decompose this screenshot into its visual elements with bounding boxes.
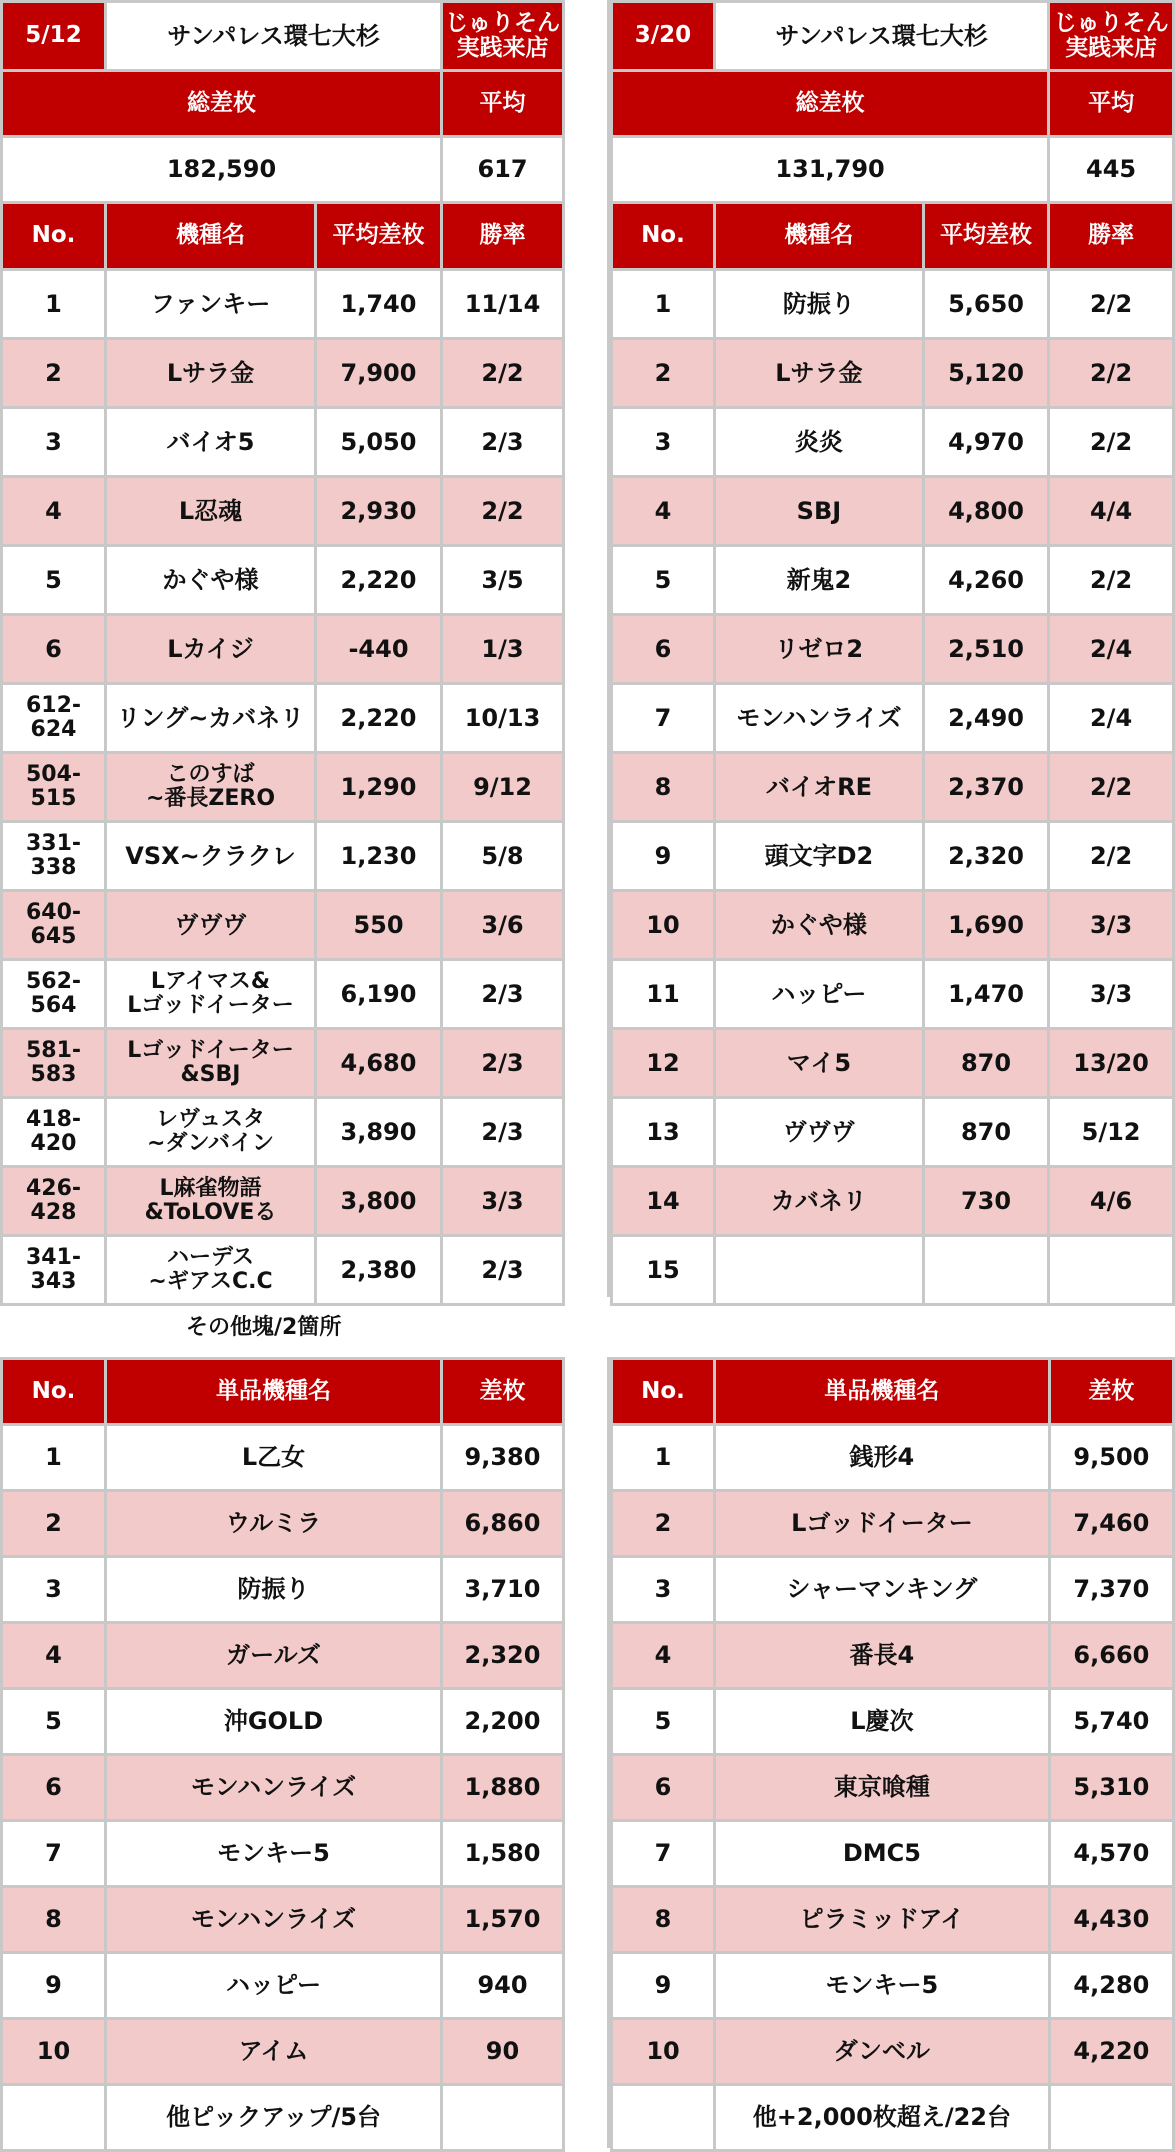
row-no: 8 [2, 1887, 106, 1953]
row-win-rate: 2/4 [1049, 615, 1174, 684]
table-row [2, 1953, 564, 2019]
right-machine-table [610, 0, 1175, 1306]
row-machine: かぐや様 [106, 546, 316, 615]
header-no: No. [2, 203, 106, 270]
row-machine: ピラミッドアイ [715, 1887, 1050, 1953]
row-machine: L乙女 [106, 1425, 442, 1491]
row-avg-diff: 870 [923, 1029, 1048, 1098]
row-no: 7 [2, 1821, 106, 1887]
event-line: 実践来店 [456, 35, 549, 61]
row-avg-diff: 2,380 [316, 1236, 442, 1305]
row-no: 14 [612, 1167, 715, 1236]
row-avg-diff: 7,900 [316, 339, 442, 408]
row-machine: 番長4 [715, 1623, 1050, 1689]
row-no: 418- 420 [2, 1098, 106, 1167]
table-row [612, 1887, 1174, 1953]
row-machine: アイム [106, 2019, 442, 2085]
row-win-rate: 13/20 [1049, 1029, 1174, 1098]
row-diff: 9,500 [1049, 1425, 1173, 1491]
table-row [612, 1167, 1174, 1236]
left-machine-table [0, 0, 565, 1306]
row-no: 1 [612, 1425, 715, 1491]
table-row [2, 1557, 564, 1623]
row-win-rate: 2/2 [1049, 822, 1174, 891]
table-row [612, 1491, 1174, 1557]
row-diff: 7,460 [1049, 1491, 1173, 1557]
row-machine: ハーデス ~ギアスC.C [106, 1236, 316, 1305]
row-diff: 4,570 [1049, 1821, 1173, 1887]
row-machine: 炎炎 [714, 408, 923, 477]
row-win-rate [1049, 1236, 1174, 1305]
table-row [2, 1098, 564, 1167]
row-diff: 1,570 [442, 1887, 564, 1953]
row-no: 8 [612, 1887, 715, 1953]
header-avg-diff: 平均差枚 [923, 203, 1048, 270]
row-no: 6 [2, 1755, 106, 1821]
row-avg-diff: 2,490 [923, 684, 1048, 753]
row-machine: 銭形4 [715, 1425, 1050, 1491]
row-diff: 1,880 [442, 1755, 564, 1821]
row-machine: 新鬼2 [714, 546, 923, 615]
row-no: 562- 564 [2, 960, 106, 1029]
row-no: 7 [612, 1821, 715, 1887]
row-no: 2 [612, 1491, 715, 1557]
row-machine: ガールズ [106, 1623, 442, 1689]
row-win-rate: 2/3 [442, 1236, 564, 1305]
row-no: 581- 583 [2, 1029, 106, 1098]
row-no: 8 [612, 753, 715, 822]
row-no: 331- 338 [2, 822, 106, 891]
left-single-machine-table [0, 1357, 565, 2152]
total-diff-label: 総差枚 [612, 71, 1049, 137]
row-machine: バイオ5 [106, 408, 316, 477]
footer-note: 他+2,000枚超え/22台 [715, 2085, 1050, 2151]
row-machine: リング~カバネリ [106, 684, 316, 753]
total-diff-value: 182,590 [2, 137, 442, 203]
row-machine: ヴヴヴ [106, 891, 316, 960]
row-machine [714, 1236, 923, 1305]
table-row [2, 1689, 564, 1755]
row-machine: SBJ [714, 477, 923, 546]
row-no: 10 [612, 2019, 715, 2085]
row-win-rate: 2/3 [442, 1029, 564, 1098]
row-no: 10 [612, 891, 715, 960]
row-no: 15 [612, 1236, 715, 1305]
row-no: 504- 515 [2, 753, 106, 822]
table-row [2, 339, 564, 408]
row-machine: 防振り [714, 270, 923, 339]
table-row [2, 1755, 564, 1821]
footer-blank [612, 2085, 715, 2151]
table-row [612, 546, 1174, 615]
row-avg-diff: 2,220 [316, 684, 442, 753]
row-machine: Lゴッドイーター [715, 1491, 1050, 1557]
row-avg-diff: 3,890 [316, 1098, 442, 1167]
row-machine: 沖GOLD [106, 1689, 442, 1755]
row-avg-diff: 550 [316, 891, 442, 960]
avg-label: 平均 [1049, 71, 1174, 137]
table-row [2, 1491, 564, 1557]
table-row [2, 1167, 564, 1236]
event-line: じゅりそん [445, 9, 560, 36]
header-no: No. [612, 1359, 715, 1425]
table-row [612, 2019, 1174, 2085]
table-row [2, 1236, 564, 1305]
row-avg-diff: 5,650 [923, 270, 1048, 339]
other-blocks-note: その他塊/2箇所 [186, 1315, 342, 1340]
header-win-rate: 勝率 [1049, 203, 1174, 270]
table-row [2, 960, 564, 1029]
table-row [2, 477, 564, 546]
row-machine: Lサラ金 [714, 339, 923, 408]
row-diff: 3,710 [442, 1557, 564, 1623]
row-diff: 6,860 [442, 1491, 564, 1557]
row-win-rate: 4/6 [1049, 1167, 1174, 1236]
table-row [612, 477, 1174, 546]
row-avg-diff: 1,740 [316, 270, 442, 339]
row-win-rate: 3/3 [1049, 960, 1174, 1029]
table-row [612, 1236, 1174, 1305]
header-no: No. [612, 203, 715, 270]
footer-blank [2, 2085, 106, 2151]
event-cell [442, 2, 564, 71]
row-diff: 4,430 [1049, 1887, 1173, 1953]
row-win-rate: 2/2 [1049, 339, 1174, 408]
row-avg-diff: 5,120 [923, 339, 1048, 408]
row-win-rate: 3/3 [442, 1167, 564, 1236]
table-row [612, 1953, 1174, 2019]
row-no: 9 [612, 822, 715, 891]
row-no: 2 [2, 1491, 106, 1557]
date-cell: 3/20 [612, 2, 715, 71]
row-no: 13 [612, 1098, 715, 1167]
row-diff: 90 [442, 2019, 564, 2085]
table-row [2, 891, 564, 960]
row-win-rate: 2/3 [442, 1098, 564, 1167]
row-machine: ハッピー [106, 1953, 442, 2019]
row-diff: 2,200 [442, 1689, 564, 1755]
footer-note: 他ピックアップ/5台 [106, 2085, 442, 2151]
row-avg-diff: 4,260 [923, 546, 1048, 615]
table-row [612, 270, 1174, 339]
header-no: No. [2, 1359, 106, 1425]
row-no: 3 [2, 1557, 106, 1623]
column-gap [562, 1357, 610, 2148]
row-machine: ヴヴヴ [714, 1098, 923, 1167]
table-row [2, 822, 564, 891]
header-machine: 機種名 [714, 203, 923, 270]
row-machine: 頭文字D2 [714, 822, 923, 891]
event-line: 実践来店 [1065, 35, 1158, 61]
row-avg-diff: 4,970 [923, 408, 1048, 477]
row-win-rate: 1/3 [442, 615, 564, 684]
header-single-machine: 単品機種名 [106, 1359, 442, 1425]
row-no: 4 [612, 477, 715, 546]
header-diff: 差枚 [442, 1359, 564, 1425]
row-no: 1 [612, 270, 715, 339]
row-machine: シャーマンキング [715, 1557, 1050, 1623]
table-row [612, 1821, 1174, 1887]
table-row [612, 822, 1174, 891]
row-avg-diff: 1,230 [316, 822, 442, 891]
row-avg-diff: 5,050 [316, 408, 442, 477]
row-machine: Lサラ金 [106, 339, 316, 408]
table-row [2, 684, 564, 753]
row-win-rate: 10/13 [442, 684, 564, 753]
row-no: 640- 645 [2, 891, 106, 960]
row-win-rate: 2/2 [442, 477, 564, 546]
table-row [612, 1557, 1174, 1623]
row-win-rate: 5/8 [442, 822, 564, 891]
row-no: 5 [2, 546, 106, 615]
table-row [612, 891, 1174, 960]
row-machine: モンハンライズ [714, 684, 923, 753]
row-no: 4 [2, 477, 106, 546]
row-win-rate: 4/4 [1049, 477, 1174, 546]
table-row [2, 270, 564, 339]
row-win-rate: 2/4 [1049, 684, 1174, 753]
footer-blank [442, 2085, 564, 2151]
table-row [612, 1425, 1174, 1491]
row-no: 341- 343 [2, 1236, 106, 1305]
row-avg-diff: 1,290 [316, 753, 442, 822]
row-machine: マイ5 [714, 1029, 923, 1098]
row-machine: 防振り [106, 1557, 442, 1623]
row-no: 2 [2, 339, 106, 408]
row-no: 5 [612, 546, 715, 615]
avg-label: 平均 [442, 71, 564, 137]
table-row [2, 1887, 564, 1953]
table-row [612, 1755, 1174, 1821]
row-win-rate: 3/5 [442, 546, 564, 615]
row-machine: リゼロ2 [714, 615, 923, 684]
row-win-rate: 3/6 [442, 891, 564, 960]
row-no: 426- 428 [2, 1167, 106, 1236]
row-win-rate: 2/2 [1049, 546, 1174, 615]
table-row [2, 1623, 564, 1689]
table-row [612, 615, 1174, 684]
row-machine: ウルミラ [106, 1491, 442, 1557]
date-cell: 5/12 [2, 2, 106, 71]
row-machine: カバネリ [714, 1167, 923, 1236]
row-win-rate: 2/3 [442, 960, 564, 1029]
total-diff-label: 総差枚 [2, 71, 442, 137]
table-row [612, 1689, 1174, 1755]
row-avg-diff: 2,930 [316, 477, 442, 546]
table-row [2, 1425, 564, 1491]
row-machine: このすば ~番長ZERO [106, 753, 316, 822]
row-diff: 7,370 [1049, 1557, 1173, 1623]
row-no: 3 [2, 408, 106, 477]
table-row [612, 1098, 1174, 1167]
row-diff: 5,740 [1049, 1689, 1173, 1755]
store-name: サンパレス環七大杉 [714, 2, 1048, 71]
row-no: 9 [612, 1953, 715, 2019]
row-machine: モンハンライズ [106, 1755, 442, 1821]
header-avg-diff: 平均差枚 [316, 203, 442, 270]
header-win-rate: 勝率 [442, 203, 564, 270]
footer-row [612, 2085, 1174, 2151]
table-row [2, 2019, 564, 2085]
row-machine: ダンベル [715, 2019, 1050, 2085]
row-win-rate: 2/2 [1049, 753, 1174, 822]
row-no: 1 [2, 270, 106, 339]
row-no: 4 [2, 1623, 106, 1689]
row-machine: ファンキー [106, 270, 316, 339]
row-avg-diff [923, 1236, 1048, 1305]
row-win-rate: 2/2 [1049, 270, 1174, 339]
table-row [612, 408, 1174, 477]
event-line: じゅりそん [1053, 9, 1169, 36]
table-row [612, 753, 1174, 822]
row-no: 3 [612, 1557, 715, 1623]
row-diff: 4,220 [1049, 2019, 1173, 2085]
row-no: 6 [612, 1755, 715, 1821]
row-win-rate: 11/14 [442, 270, 564, 339]
row-diff: 940 [442, 1953, 564, 2019]
row-no: 3 [612, 408, 715, 477]
avg-value: 445 [1049, 137, 1174, 203]
row-avg-diff: 1,470 [923, 960, 1048, 1029]
row-no: 2 [612, 339, 715, 408]
row-no: 12 [612, 1029, 715, 1098]
row-no: 10 [2, 2019, 106, 2085]
row-no: 6 [612, 615, 715, 684]
row-machine: 東京喰種 [715, 1755, 1050, 1821]
row-machine: モンキー5 [715, 1953, 1050, 2019]
row-diff: 6,660 [1049, 1623, 1173, 1689]
row-machine: モンハンライズ [106, 1887, 442, 1953]
table-row [2, 1821, 564, 1887]
row-win-rate: 9/12 [442, 753, 564, 822]
row-diff: 1,580 [442, 1821, 564, 1887]
row-machine: L慶次 [715, 1689, 1050, 1755]
table-row [612, 1029, 1174, 1098]
table-row [2, 753, 564, 822]
row-machine: L忍魂 [106, 477, 316, 546]
row-win-rate: 2/2 [442, 339, 564, 408]
table-row [2, 546, 564, 615]
total-diff-value: 131,790 [612, 137, 1049, 203]
row-machine: モンキー5 [106, 1821, 442, 1887]
row-avg-diff: 4,680 [316, 1029, 442, 1098]
row-win-rate: 5/12 [1049, 1098, 1174, 1167]
row-machine: Lアイマス& Lゴッドイーター [106, 960, 316, 1029]
row-machine: ハッピー [714, 960, 923, 1029]
table-row [612, 684, 1174, 753]
header-diff: 差枚 [1049, 1359, 1173, 1425]
row-no: 612- 624 [2, 684, 106, 753]
row-avg-diff: 1,690 [923, 891, 1048, 960]
table-row [612, 1623, 1174, 1689]
store-name: サンパレス環七大杉 [106, 2, 442, 71]
row-avg-diff: 2,510 [923, 615, 1048, 684]
column-gap [562, 0, 610, 1297]
table-row [2, 1029, 564, 1098]
row-no: 5 [612, 1689, 715, 1755]
row-avg-diff: -440 [316, 615, 442, 684]
row-avg-diff: 2,370 [923, 753, 1048, 822]
table-row [2, 615, 564, 684]
row-machine: L麻雀物語 &ToLOVEる [106, 1167, 316, 1236]
row-win-rate: 2/3 [442, 408, 564, 477]
row-diff: 2,320 [442, 1623, 564, 1689]
avg-value: 617 [442, 137, 564, 203]
table-row [612, 960, 1174, 1029]
row-avg-diff: 2,220 [316, 546, 442, 615]
table-row [612, 339, 1174, 408]
row-no: 11 [612, 960, 715, 1029]
row-machine: バイオRE [714, 753, 923, 822]
row-no: 4 [612, 1623, 715, 1689]
row-no: 9 [2, 1953, 106, 2019]
row-avg-diff: 870 [923, 1098, 1048, 1167]
row-avg-diff: 4,800 [923, 477, 1048, 546]
row-diff: 9,380 [442, 1425, 564, 1491]
row-machine: レヴュスタ ~ダンバイン [106, 1098, 316, 1167]
row-machine: かぐや様 [714, 891, 923, 960]
event-cell [1049, 2, 1174, 71]
row-no: 5 [2, 1689, 106, 1755]
row-no: 1 [2, 1425, 106, 1491]
right-single-machine-table [610, 1357, 1175, 2152]
row-avg-diff: 3,800 [316, 1167, 442, 1236]
row-avg-diff: 6,190 [316, 960, 442, 1029]
header-machine: 機種名 [106, 203, 316, 270]
footer-row [2, 2085, 564, 2151]
row-avg-diff: 730 [923, 1167, 1048, 1236]
footer-blank [1049, 2085, 1173, 2151]
row-diff: 5,310 [1049, 1755, 1173, 1821]
row-machine: VSX~クラクレ [106, 822, 316, 891]
row-win-rate: 2/2 [1049, 408, 1174, 477]
row-avg-diff: 2,320 [923, 822, 1048, 891]
table-row [2, 408, 564, 477]
row-win-rate: 3/3 [1049, 891, 1174, 960]
row-machine: DMC5 [715, 1821, 1050, 1887]
row-diff: 4,280 [1049, 1953, 1173, 2019]
row-no: 7 [612, 684, 715, 753]
row-machine: Lカイジ [106, 615, 316, 684]
row-no: 6 [2, 615, 106, 684]
header-single-machine: 単品機種名 [715, 1359, 1050, 1425]
row-machine: Lゴッドイーター &SBJ [106, 1029, 316, 1098]
